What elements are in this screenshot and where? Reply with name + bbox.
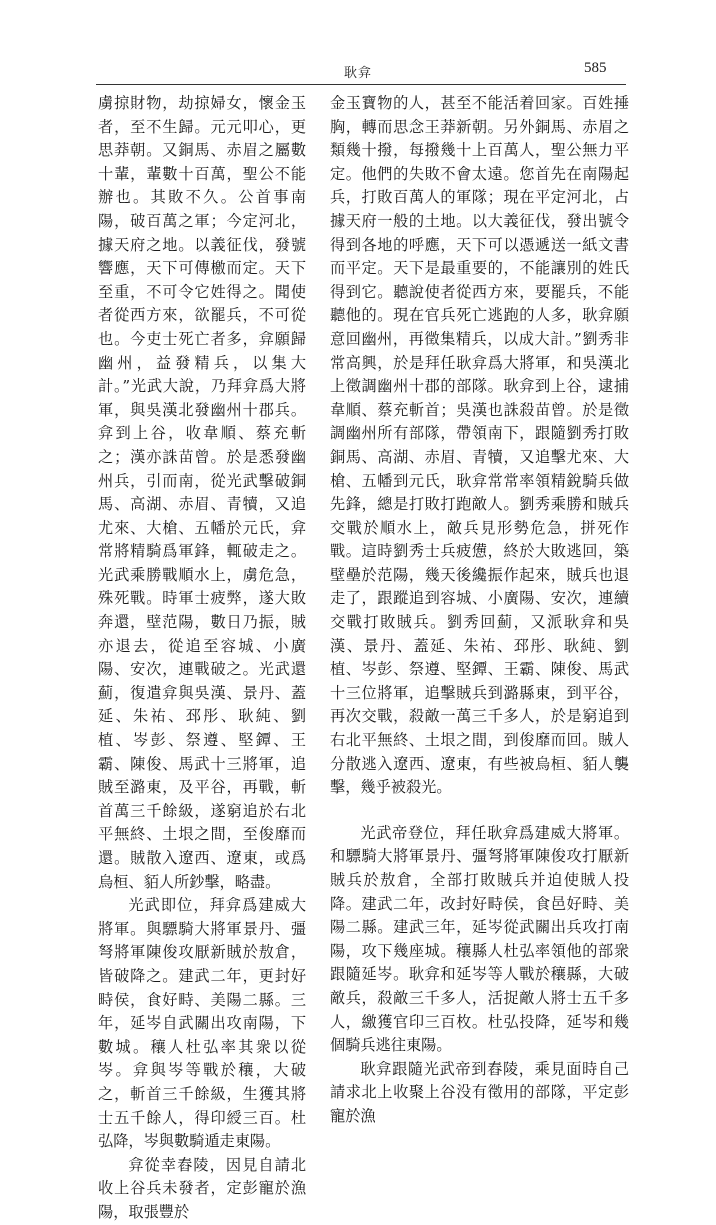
classical-paragraph-1: 虜掠財物，劫掠婦女，懷金玉者，至不生歸。元元叩心，更思莽朝。又銅馬、赤眉之屬數十輩，輩數十百萬，聖公不能辦也。其敗不久。公首事南陽，破百萬之軍；今定河北，據天府之地。以義征伐，發號響應，天下可傳檄而定。天下至重，不可令它姓得之。聞使者從西方來，欲罷兵，不可從也。今吏士死亡者多，弇願歸幽州，益發精兵，以集大計。”光武大說，乃拜弇爲大將軍，與吳漢北發幽州十郡兵。弇到上谷，收韋順、蔡充斬之；漢亦誅苗曾。於是悉發幽州兵，引而南，從光武擊破銅馬、高湖、赤眉、青犢，又追尤來、大槍、五幡於元氏，弇常將精騎爲軍鋒，輒破走之。光武乘勝戰順水上，虜危急，殊死戰。時軍士疲弊，遂大敗奔還，壁范陽，數日乃振，賊亦退去，從追至容城、小廣陽、安次，連戰破之。光武還薊，復遣弇與吳漢、景丹、蓋延、朱祐、邳彤、耿純、劉植、岑彭、祭遵、堅鐔、王霸、陳俊、馬武十三將軍，追賊至潞東，及平谷，再戰，斬首萬三千餘級，遂窮追於右北平無終、土垠之間，至俊靡而還。賊散入遼西、遼東，或爲烏桓、貊人所鈔擊，略盡。 <box>98 94 306 891</box>
classical-paragraph-3: 弇從幸舂陵，因見自請北收上谷兵未發者，定彭寵於漁陽，取張豐於 <box>98 1155 306 1221</box>
translation-text-column <box>330 92 629 1129</box>
classical-text-column <box>98 92 306 1225</box>
page-number: 585 <box>584 60 607 76</box>
translation-paragraph-3: 耿弇跟隨光武帝到舂陵，乘見面時自己請求北上收聚上谷没有徵用的部隊，平定彭寵於漁 <box>330 1059 629 1125</box>
running-head-title: 耿弇 <box>343 66 372 81</box>
classical-paragraph-2: 光武即位，拜弇爲建威大將軍。與驃騎大將軍景丹、彊弩將軍陳俊攻厭新賊於敖倉，皆破降之。建武二年，更封好畤侯，食好畤、美陽二縣。三年，延岑自武關出攻南陽，下數城。穰人杜弘率其衆以從岑。弇與岑等戰於穰，大破之，斬首三千餘級，生獲其將士五千餘人，得印綬三百。杜弘降，岑與數騎遁走東陽。 <box>98 896 306 1151</box>
translation-paragraph-2: 光武帝登位，拜任耿弇爲建威大將軍。和驃騎大將軍景丹、彊弩將軍陳俊攻打厭新賊兵於敖倉，全部打敗賊兵并迫使賊人投降。建武二年，改封好畤侯，食邑好畤、美陽二縣。建武三年，延岑從武關出兵攻打南陽，攻下幾座城。穰縣人杜弘率領他的部衆跟隨延岑。耿弇和延岑等人戰於穰縣，大破敵兵，殺敵三千多人，活捉敵人將士五千多人，繳獲官印三百枚。杜弘投降，延岑和幾個騎兵逃往東陽。 <box>330 823 629 1055</box>
header-rule <box>96 84 626 85</box>
translation-paragraph-1: 金玉寶物的人，甚至不能活着回家。百姓捶胸，轉而思念王莽新朝。另外銅馬、赤眉之類幾十撥，每撥幾十上百萬人，聖公無力平定。他們的失敗不會太遠。您首先在南陽起兵，打敗百萬人的軍隊；現在平定河北，占據天府一般的土地。以大義征伐，發出號令得到各地的呼應，天下可以憑遞送一紙文書而平定。天下是最重要的，不能讓別的姓氏得到它。聽說使者從西方來，要罷兵，不能聽他的。現在官兵死亡逃跑的人多，耿弇願意回幽州，再徵集精兵，以成大計。”劉秀非常高興，於是拜任耿弇爲大將軍，和吳漢北上徵調幽州十郡的部隊。耿弇到上谷，逮捕韋順、蔡充斬首；吳漢也誅殺苗曾。於是徵調幽州所有部隊，帶領南下，跟隨劉秀打敗銅馬、高湖、赤眉、青犢，又追擊尤來、大槍、五幡到元氏，耿弇常常率領精銳騎兵做先鋒，總是打敗打跑敵人。劉秀乘勝和賊兵交戰於順水上，敵兵見形勢危急，拼死作戰。這時劉秀士兵疲憊，終於大敗逃回，築壁壘於范陽，幾天後纔振作起來，賊兵也退走了，跟蹤追到容城、小廣陽、安次，連續交戰打敗賊兵。劉秀回薊，又派耿弇和吳漢、景丹、蓋延、朱祐、邳彤、耿純、劉植、岑彭、祭遵、堅鐔、王霸、陳俊、馬武十三位將軍，追擊賊兵到潞縣東，到平谷，再次交戰，殺敵一萬三千多人，於是窮追到右北平無終、土垠之間，到俊靡而回。賊人分散逃入遼西、遼東，有些被烏桓、貊人襲擊，幾乎被殺光。 <box>330 94 629 797</box>
